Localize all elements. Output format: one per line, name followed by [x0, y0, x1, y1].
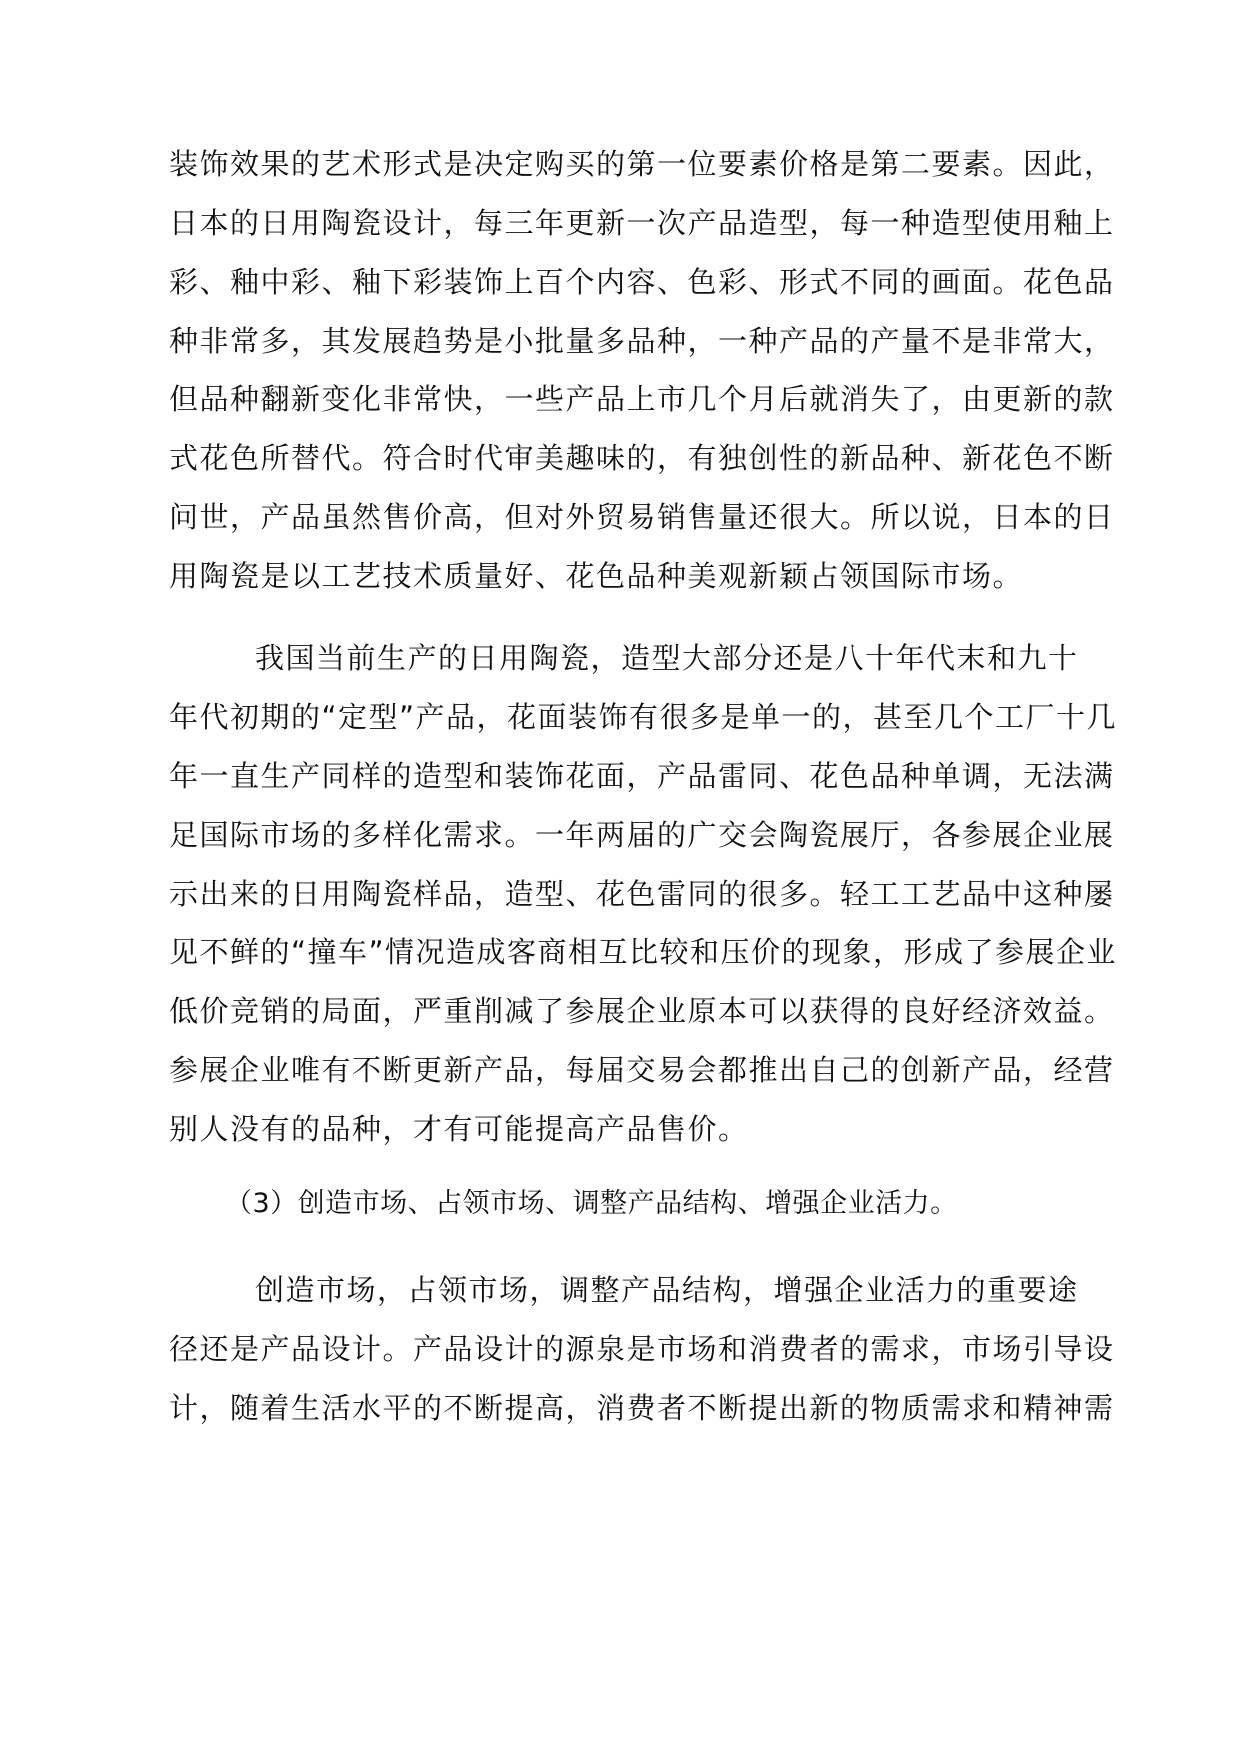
paragraph-line: 创造市场，占领市场，调整产品结构，增强企业活力的重要途 — [255, 1273, 1079, 1307]
paragraph-line: 计，随着生活水平的不断提高，消费者不断提出新的物质需求和精神需 — [169, 1391, 1115, 1425]
paragraph-line: 参展企业唯有不断更新产品，每届交易会都推出自己的创新产品，经营 — [169, 1053, 1115, 1087]
paragraph-line: 式花色所替代。符合时代审美趣味的，有独创性的新品种、新花色不断 — [169, 441, 1115, 475]
section-heading: （3）创造市场、占领市场、调整产品结构、增强企业活力。 — [225, 1188, 958, 1219]
paragraph-line: 但品种翻新变化非常快，一些产品上市几个月后就消失了，由更新的款 — [169, 382, 1115, 416]
paragraph-line: 别人没有的品种，才有可能提高产品售价。 — [169, 1112, 749, 1146]
paragraph-line: 年代初期的“定型”产品，花面装饰有很多是单一的，甚至几个工厂十几 — [169, 700, 1118, 734]
paragraph-line: 彩、釉中彩、釉下彩装饰上百个内容、色彩、形式不同的画面。花色品 — [169, 265, 1115, 299]
paragraph-line: 低价竞销的局面，严重削减了参展企业原本可以获得的良好经济效益。 — [169, 994, 1115, 1028]
paragraph-line: 种非常多，其发展趋势是小批量多品种，一种产品的产量不是非常大， — [169, 324, 1115, 358]
paragraph-line: 装饰效果的艺术形式是决定购买的第一位要素价格是第二要素。因此， — [169, 147, 1115, 181]
paragraph-line: 我国当前生产的日用陶瓷，造型大部分还是八十年代末和九十 — [255, 641, 1079, 675]
paragraph-line: 径还是产品设计。产品设计的源泉是市场和消费者的需求，市场引导设 — [169, 1332, 1115, 1366]
paragraph-line: 示出来的日用陶瓷样品，造型、花色雷同的很多。轻工工艺品中这种屡 — [169, 877, 1115, 911]
paragraph-line: 用陶瓷是以工艺技术质量好、花色品种美观新颖占领国际市场。 — [169, 559, 1024, 593]
paragraph-line: 日本的日用陶瓷设计，每三年更新一次产品造型，每一种造型使用釉上 — [169, 206, 1115, 240]
paragraph-line: 足国际市场的多样化需求。一年两届的广交会陶瓷展厅，各参展企业展 — [169, 818, 1115, 852]
paragraph-line: 问世，产品虽然售价高，但对外贸易销售量还很大。所以说，日本的日 — [169, 500, 1115, 534]
paragraph-line: 见不鲜的“撞车”情况造成客商相互比较和压价的现象，形成了参展企业 — [169, 935, 1118, 969]
paragraph-line: 年一直生产同样的造型和装饰花面，产品雷同、花色品种单调，无法满 — [169, 759, 1115, 793]
